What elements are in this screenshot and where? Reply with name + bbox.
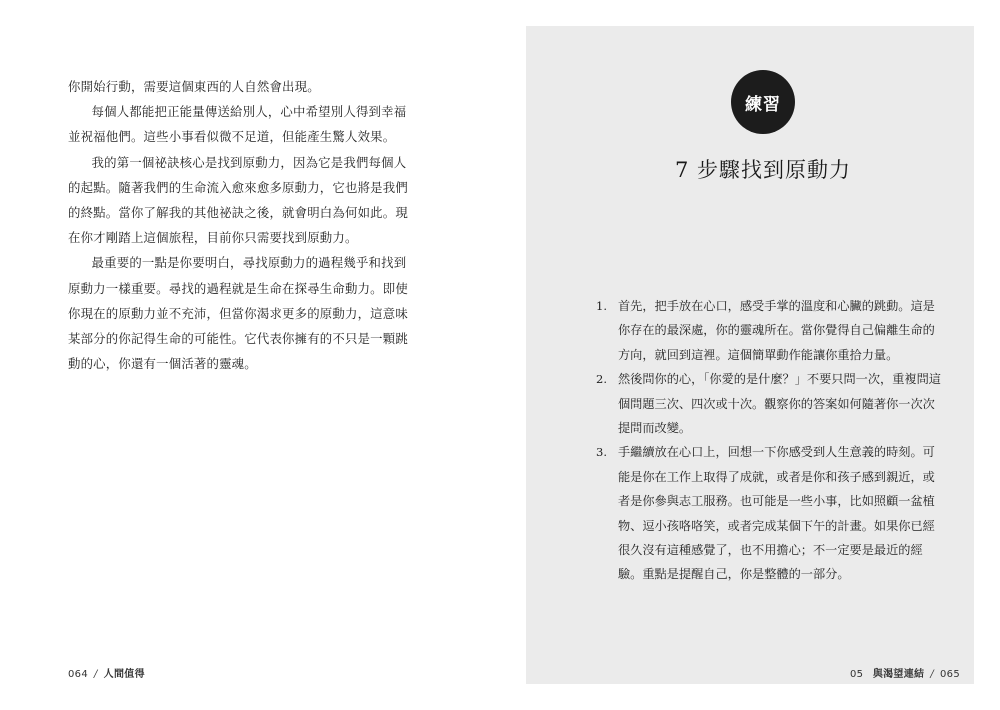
folio-separator: / [930, 669, 934, 680]
exercise-badge [731, 70, 795, 134]
paragraph: 最重要的一點是你要明白，尋找原動力的過程幾乎和找到原動力一樣重要。尋找的過程就是生命在探尋生命動力。即使你現在的原動力並不充沛，但當你渴求更多的原動力，這意味某部分的你記得生命的可能性。它代表你擁有的不只是一顆跳動的心，你還有一個活著的靈魂。 [68, 255, 408, 372]
step-item [596, 440, 946, 586]
step-text: 首先，把手放在心口，感受手掌的溫度和心臟的跳動。這是你存在的最深處，你的靈魂所在。當你覺得自己偏離生命的方向，就回到這裡。這個簡單動作能讓你重拾力量。 [618, 299, 935, 362]
paragraph: 你開始行動，需要這個東西的人自然會出現。 [68, 79, 320, 94]
step-text: 手繼續放在心口上，回想一下你感受到人生意義的時刻。可能是你在工作上取得了成就，或者是你和孩子感到親近，或者是你參與志工服務。也可能是一些小事，比如照顧一盆植物、逗小孩咯咯笑，或者完成某個下午的計畫。如果你已經很久沒有這種感覺了，也不用擔心；不一定要是最近的經驗。重點是提醒自己，你是整體的一部分。 [618, 445, 935, 582]
right-page [526, 26, 974, 684]
page-number: 065 [940, 669, 960, 680]
page-number: 064 [68, 669, 88, 680]
exercise-title: 7 步驟找到原動力 [674, 158, 852, 182]
folio-separator: / [94, 669, 98, 680]
step-number: 2. [596, 372, 607, 387]
step-item [596, 367, 946, 440]
steps-list [596, 294, 946, 587]
right-page-folio [850, 665, 960, 680]
step-number: 3. [596, 445, 607, 460]
paragraph: 我的第一個祕訣核心是找到原動力，因為它是我們每個人的起點。隨著我們的生命流入愈來愈多原動力，它也將是我們的終點。當你了解我的其他祕訣之後，就會明白為何如此。現在你才剛踏上這個旅程，目前你只需要找到原動力。 [68, 154, 408, 246]
step-text: 然後問你的心，「你愛的是什麼？」不要只問一次，重複問這個問題三次、四次或十次。觀察你的答案如何隨著你一次次提問而改變。 [618, 372, 941, 436]
badge-label: 練習 [745, 94, 781, 115]
left-page-body [68, 74, 413, 376]
paragraph: 每個人都能把正能量傳送給別人，心中希望別人得到幸福並祝福他們。這些小事看似微不足道，但能產生驚人效果。 [68, 104, 407, 145]
chapter-title: 與渴望連結 [872, 669, 925, 680]
book-title: 人間值得 [103, 669, 145, 680]
step-item [596, 294, 946, 367]
left-page-folio [68, 665, 145, 680]
chapter-number: 05 [850, 669, 864, 680]
step-number: 1. [596, 299, 607, 313]
